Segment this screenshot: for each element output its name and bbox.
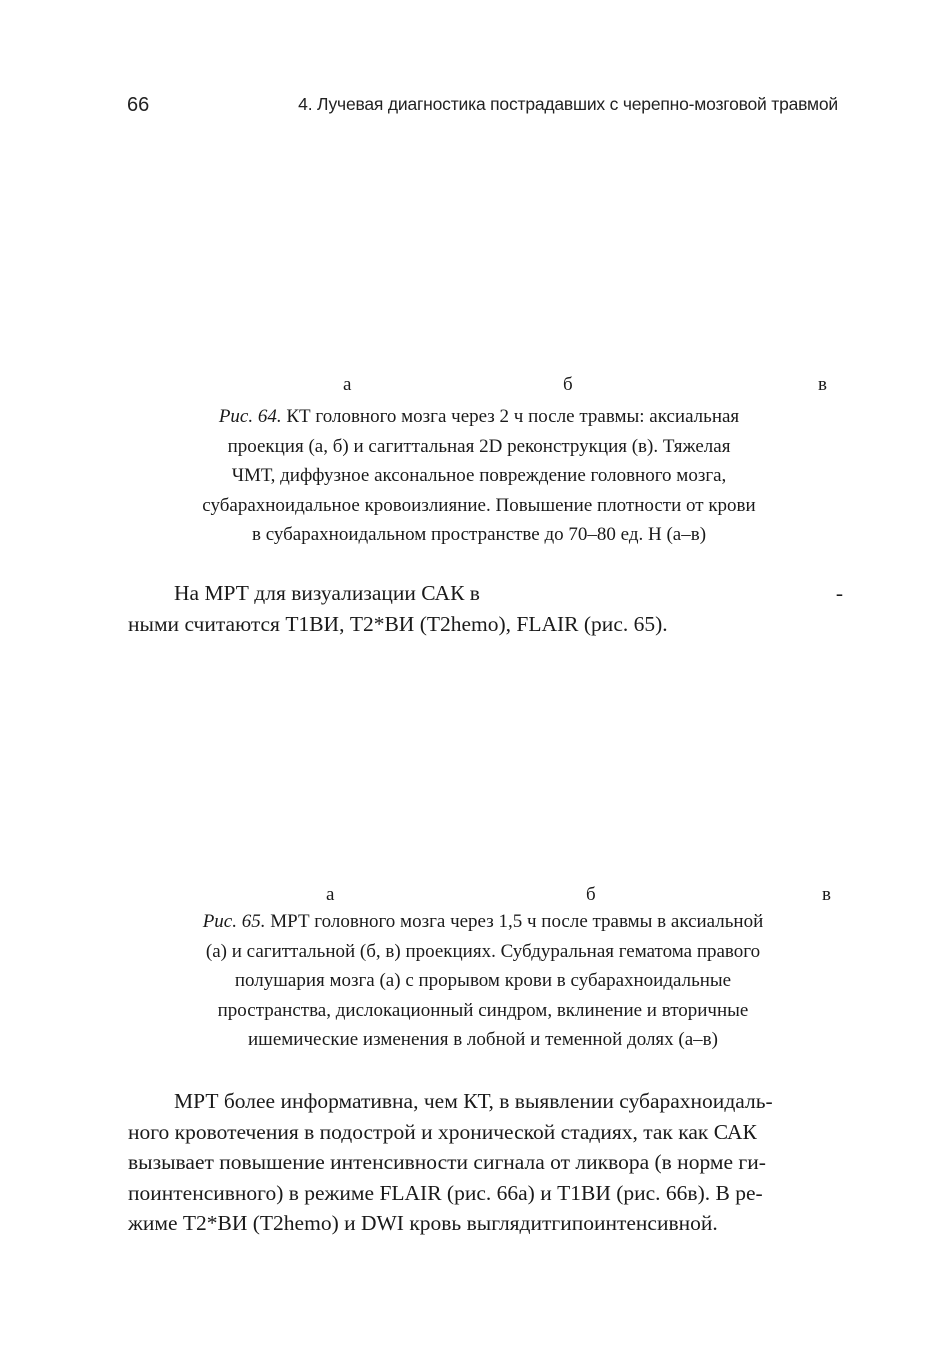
fig64-caption-label: Рис. 64.	[218, 406, 282, 427]
paragraph-1-line-2: ными считаются T1ВИ, T2*ВИ (T2hemo), FLAIR (рис. 65).	[128, 611, 668, 636]
fig65-caption	[130, 907, 836, 1055]
paragraph-2-line-1: МРТ более информативна, чем КТ, в выявлении субарахноидаль-	[174, 1089, 773, 1113]
fig64-label-a: а	[343, 374, 352, 395]
running-title: 4. Лучевая диагностика пострадавших с черепно-мозговой травмой	[298, 94, 838, 114]
fig65-caption-line-1: Рис. 65. МРТ головного мозга через 1,5 ч после травмы в аксиальной	[202, 911, 764, 932]
paragraph-2	[128, 1086, 840, 1239]
paragraph-2-line-2: ного кровотечения в подострой и хронической стадиях, так как САК	[128, 1119, 757, 1144]
fig65-caption-line-4: пространства, дислокационный синдром, вклинение и вторичные	[217, 999, 749, 1021]
paragraph-2-line-4: поинтенсивного) в режиме FLAIR (рис. 66а) и T1ВИ (рис. 66в). В ре-	[128, 1180, 763, 1205]
fig65-label-a: а	[326, 884, 335, 905]
page-number: 66	[127, 94, 150, 116]
fig65-label-c: в	[822, 884, 831, 905]
fig64-label-b: б	[563, 374, 573, 395]
paragraph-1	[128, 578, 840, 639]
fig64-caption	[128, 402, 830, 550]
paragraph-1-hyphen: -	[835, 581, 843, 605]
paragraph-2-line-3: вызывает повышение интенсивности сигнала от ликвора (в норме ги-	[128, 1150, 766, 1174]
fig65-label-b: б	[586, 884, 596, 905]
fig65-caption-line-3: полушария мозга (а) с прорывом крови в субарахноидальные	[234, 970, 732, 992]
fig64-caption-line-2: проекция (а, б) и сагиттальная 2D реконструкция (в). Тяжелая	[227, 435, 731, 457]
fig64-caption-line-3: ЧМТ, диффузное аксональное повреждение головного мозга,	[231, 465, 727, 487]
fig64-caption-line-4: субарахноидальное кровоизлияние. Повышение плотности от крови	[202, 494, 756, 516]
fig65-caption-line-5: ишемические изменения в лобной и теменной долях (а–в)	[248, 1029, 718, 1051]
fig65-caption-label: Рис. 65.	[202, 911, 266, 932]
fig64-caption-line-1: Рис. 64. КТ головного мозга через 2 ч после травмы: аксиальная	[218, 406, 740, 427]
paragraph-1-line-1: На МРТ для визуализации САК в	[174, 581, 480, 605]
fig64-label-c: в	[818, 374, 827, 395]
fig65-caption-line-2: (а) и сагиттальной (б, в) проекциях. Субдуральная гематома правого	[205, 940, 761, 962]
paragraph-2-line-5: жиме T2*ВИ (T2hemo) и DWI кровь выглядитгипоинтенсивной.	[128, 1211, 718, 1235]
fig64-caption-line-5: в субарахноидальном пространстве до 70–80 ед. Н (а–в)	[251, 524, 707, 546]
